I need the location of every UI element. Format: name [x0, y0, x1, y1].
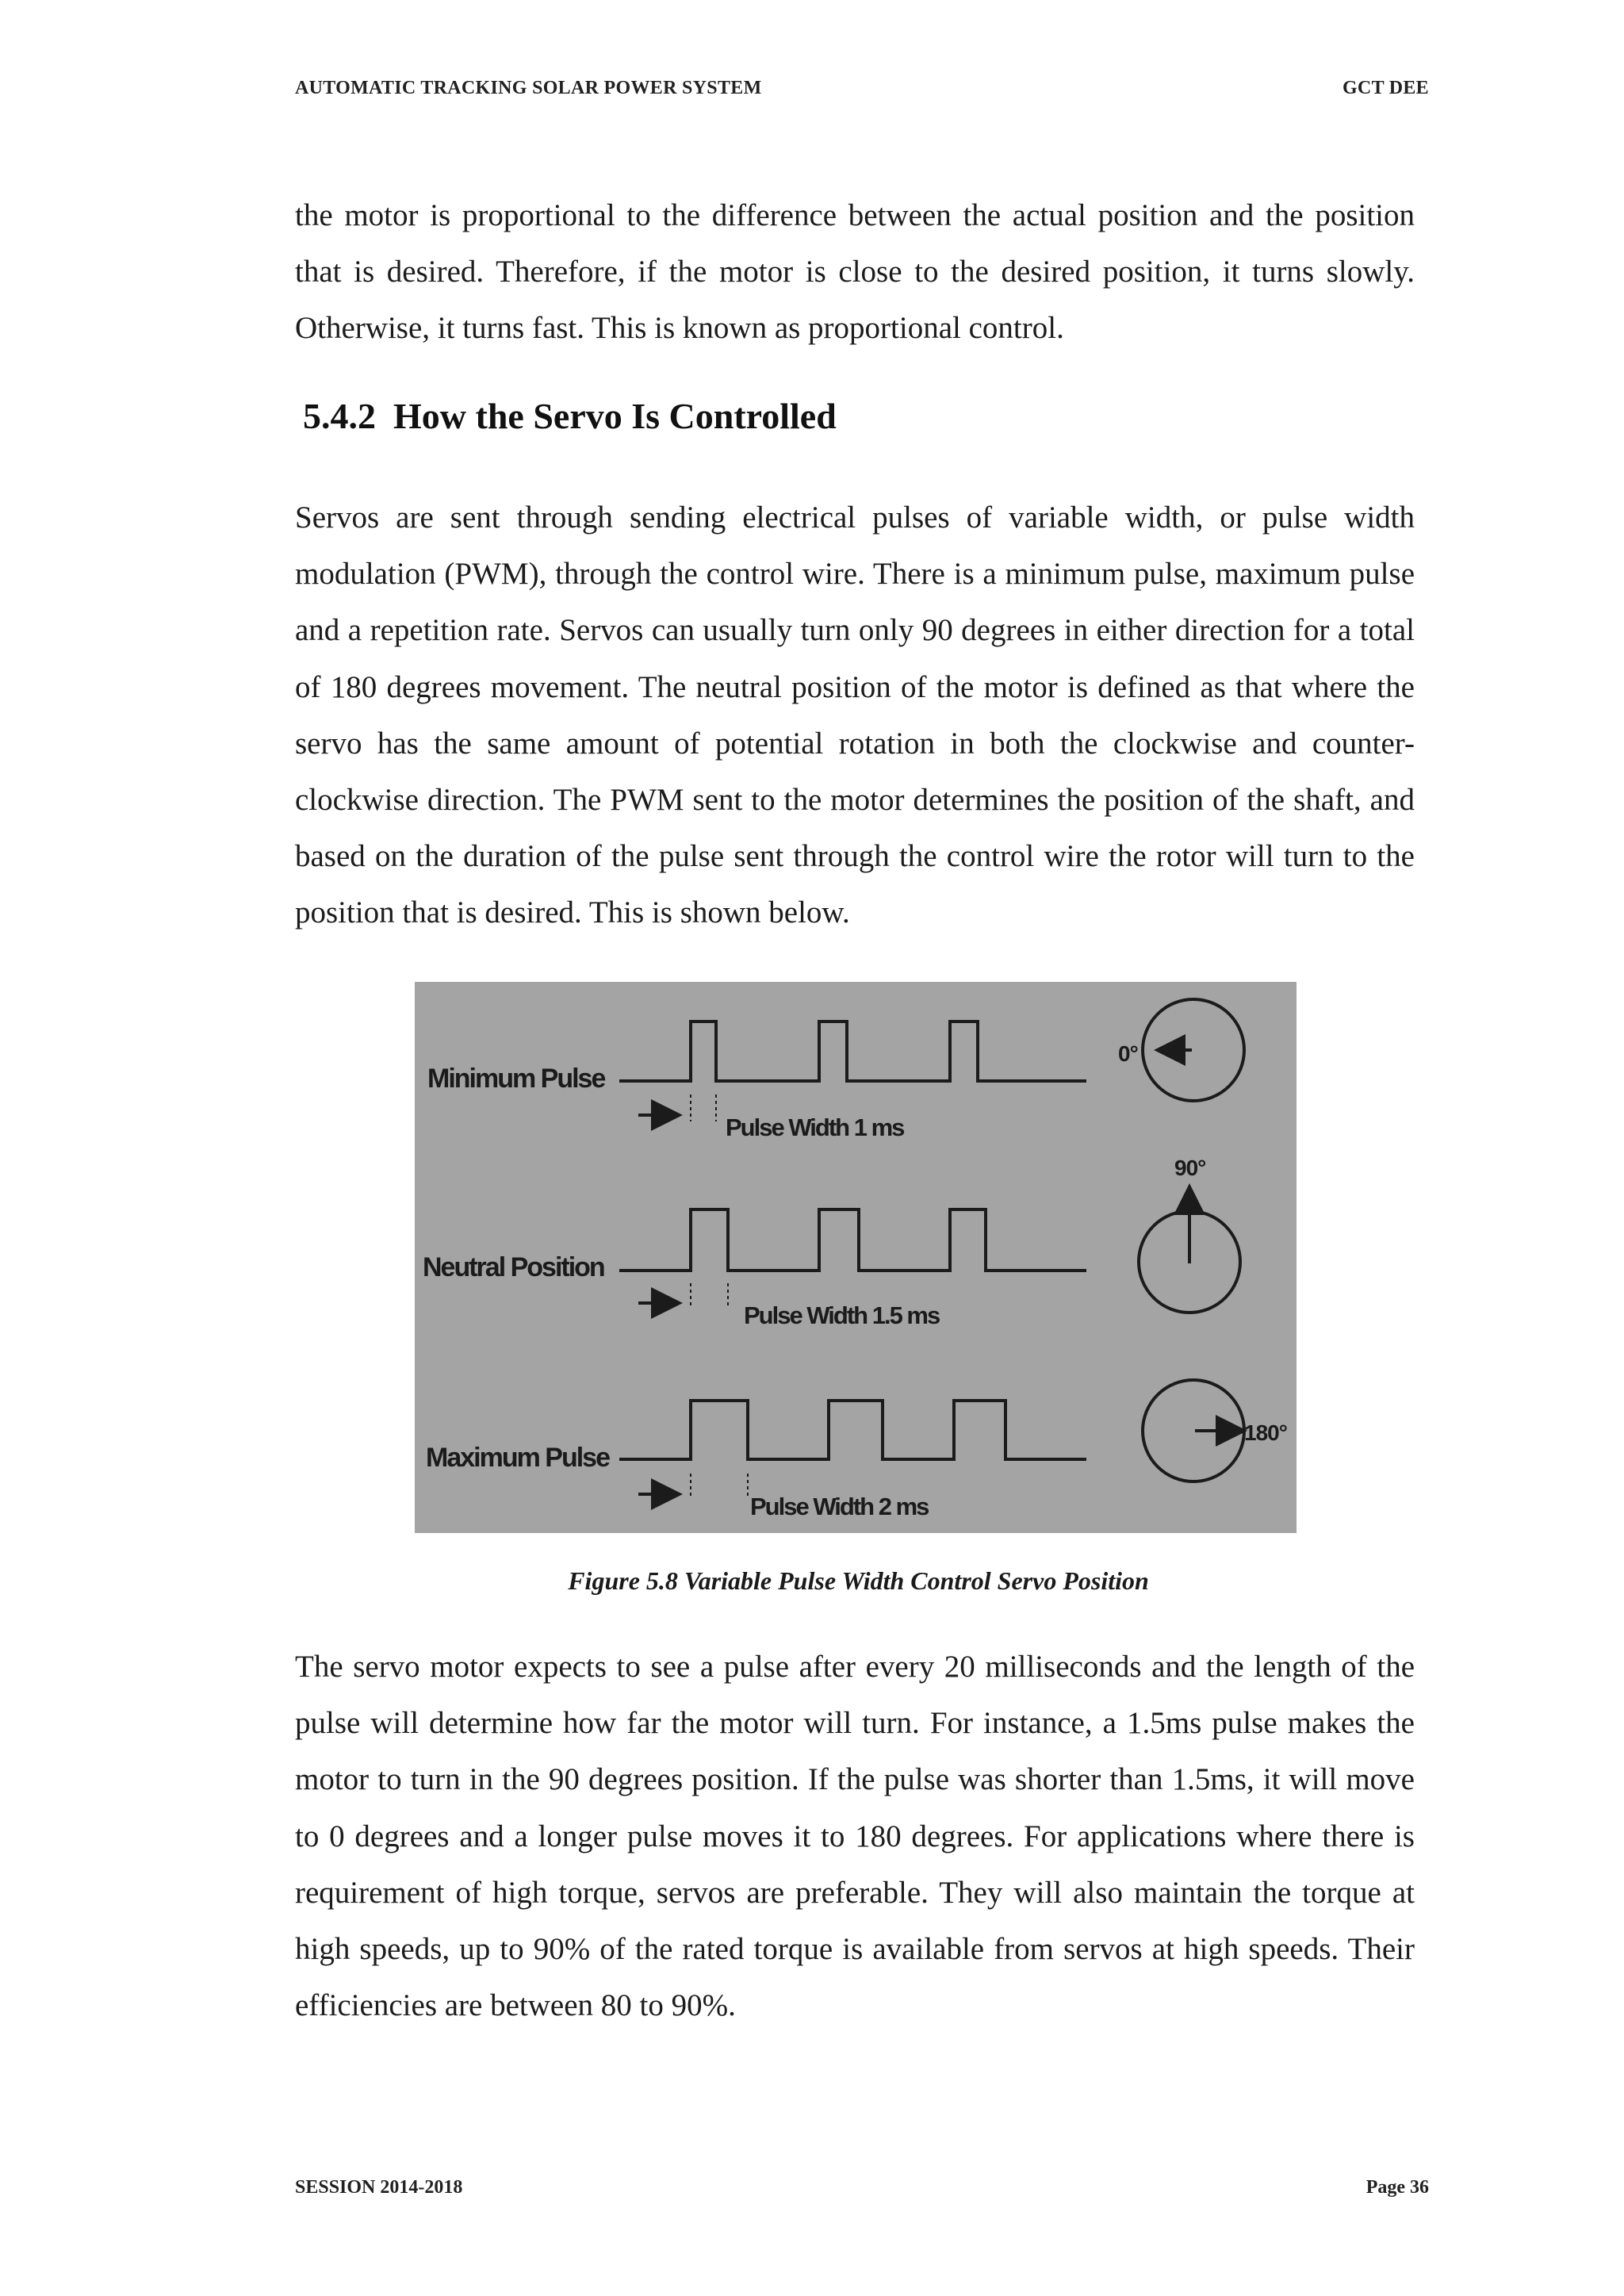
row-label-minimum: Minimum Pulse	[427, 1064, 605, 1094]
paragraph-pwm-control: Servos are sent through sending electrical pulses of variable width, or pulse width modulation (PWM), through the control wire. There is a minimum pulse, maximum pulse and a repetition rate. Servos can usually turn only 90 degrees in either direction for a total of 180 degrees movement. The neutral position of the motor is defined as that where the servo has the same amount of potential rotation in both the clockwise and counter-clockwise direction. The PWM sent to the motor determines the position of the shaft, and based on the duration of the pulse sent through the control wire the rotor will turn to the position that is desired. This is shown below.	[295, 500, 1415, 930]
pulse-train-maximum	[619, 1401, 1086, 1459]
footer-page-number: Page 36	[1365, 2177, 1429, 2198]
paragraph-servo-timing: The servo motor expects to see a pulse after every 20 milliseconds and the length of the pulse will determine how far the motor will turn. For instance, a 1.5ms pulse makes the motor to turn in the 90 degrees position. If the pulse was shorter than 1.5ms, it will move to 0 degrees and a longer pulse moves it to 180 degrees. For applications where there is requirement of high torque, servos are preferable. They will also maintain the torque at high speeds, up to 90% of the rated torque is available from servos at high speeds. Their efficiencies are between 80 to 90%.	[295, 1650, 1415, 2023]
section-title: How the Servo Is Controlled	[393, 396, 837, 436]
pwm-diagram	[415, 982, 1297, 1533]
figure-caption: Figure 5.8 Variable Pulse Width Control Servo Position	[568, 1566, 1149, 1595]
section-number: 5.4.2	[303, 396, 376, 436]
row-maximum-pulse	[426, 1380, 1287, 1520]
running-header-dept: GCT DEE	[1342, 78, 1429, 98]
footer-session: SESSION 2014-2018	[295, 2177, 463, 2198]
section-heading	[303, 395, 837, 437]
row-label-maximum: Maximum Pulse	[426, 1443, 609, 1473]
angle-label-maximum: 180°	[1244, 1420, 1287, 1445]
pulse-train-minimum	[619, 1022, 1086, 1081]
pulse-width-neutral: Pulse Width 1.5 ms	[744, 1301, 940, 1329]
pulse-width-minimum: Pulse Width 1 ms	[726, 1114, 904, 1141]
angle-label-neutral: 90°	[1174, 1156, 1206, 1180]
pwm-servo-figure	[415, 982, 1297, 1533]
running-header-title: AUTOMATIC TRACKING SOLAR POWER SYSTEM	[295, 78, 762, 98]
row-label-neutral: Neutral Position	[423, 1252, 604, 1282]
pulse-train-neutral	[619, 1209, 1086, 1271]
row-neutral-position	[423, 1156, 1240, 1329]
servo-dial-minimum	[1143, 999, 1244, 1101]
angle-label-minimum: 0°	[1118, 1041, 1138, 1066]
paragraph-proportional-control: the motor is proportional to the difference between the actual position and the position that is desired. Therefore, if the motor is close to the desired position, it turns slowly. Otherwise, it turns fast. This is known as proportional control.	[295, 198, 1415, 346]
pulse-width-maximum: Pulse Width 2 ms	[750, 1493, 929, 1520]
row-minimum-pulse	[427, 999, 1244, 1141]
